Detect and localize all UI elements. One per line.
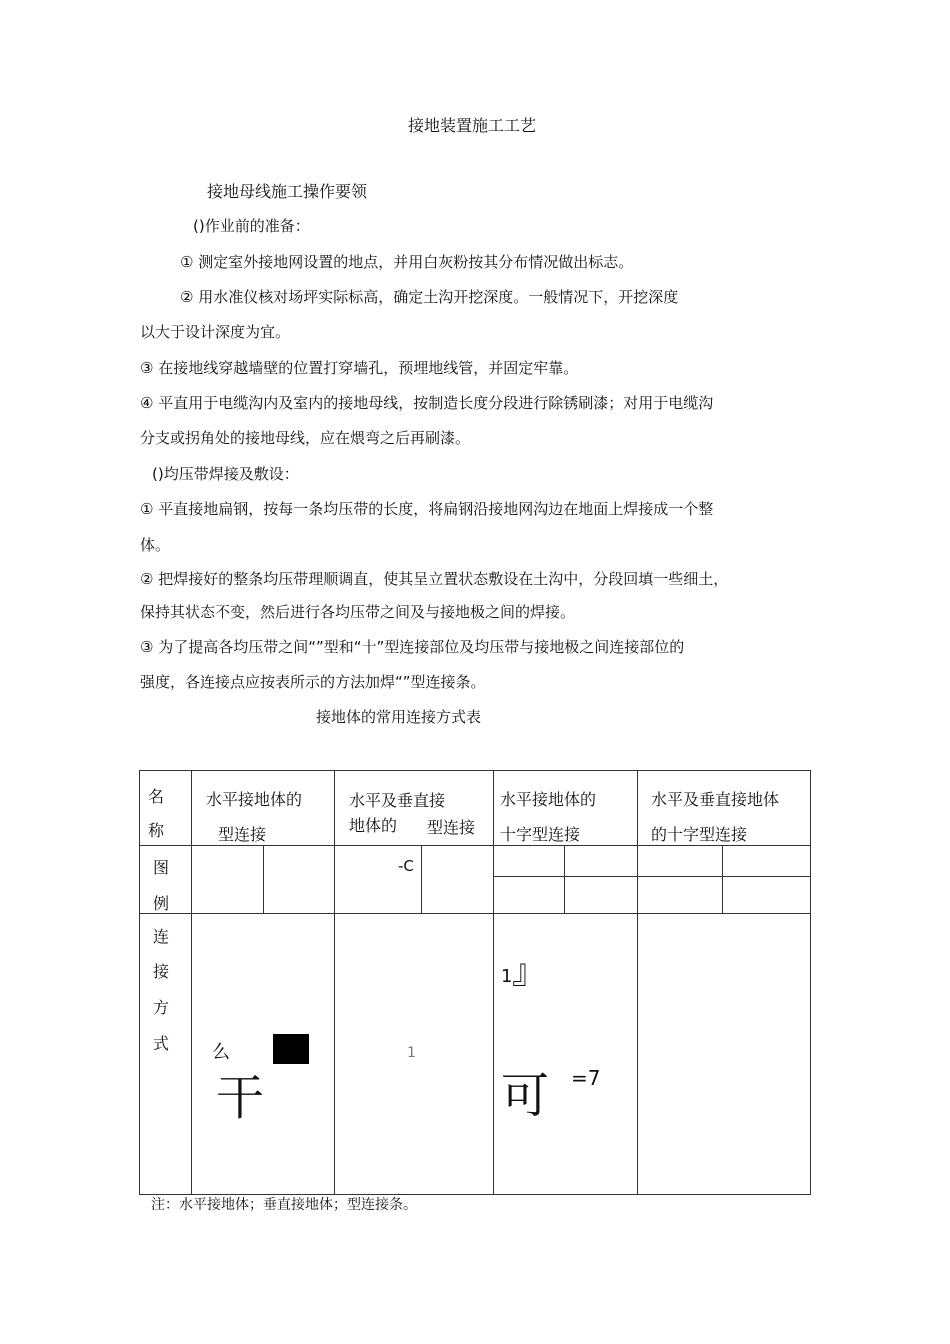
paragraph-weld-1-line1: ① 平直接地扁钢，按每一条均压带的长度，将扁钢沿接地网沟边在地面上焊接成一个整 <box>140 500 714 518</box>
paragraph-step-4-line1: ④ 平直用于电缆沟内及室内的接地母线，按制造长度分段进行除锈刷漆；对用于电缆沟 <box>140 394 714 412</box>
table-border-bottom <box>139 1194 811 1195</box>
table-border-right <box>810 770 811 1195</box>
paragraph-step-3: ③ 在接地线穿越墙壁的位置打穿墙孔，预埋地线管，并固定牢靠。 <box>140 359 579 377</box>
paragraph-weld-3-line1: ③ 为了提高各均压带之间“”型和“十”型连接部位及均压带与接地极之间连接部位的 <box>140 638 685 656</box>
table-sub-divider-d <box>722 845 723 913</box>
table-note: 注：水平接地体；垂直接地体；型连接条。 <box>151 1197 417 1213</box>
row-label-conn-2: 接 <box>153 962 170 981</box>
header-col2-line1: 水平及垂直接 <box>349 791 446 810</box>
table-sub-divider-b <box>421 845 422 913</box>
row-label-name-1: 名 <box>148 787 165 806</box>
header-col4-line2: 的十字型连接 <box>651 825 748 844</box>
row-label-conn-4: 式 <box>153 1034 170 1053</box>
row-label-conn-1: 连 <box>153 927 170 946</box>
paragraph-weld-1-line2: 体。 <box>140 536 171 554</box>
header-col2-line2b: 型连接 <box>427 818 476 837</box>
table-row-divider-1 <box>139 845 811 846</box>
conn-col1-black-block <box>273 1034 309 1064</box>
conn-col3-top-number: 1 <box>501 966 513 987</box>
paragraph-weld-3-line2: 强度，各连接点应按表所示的方法加焊“”型连接条。 <box>140 673 486 691</box>
table-caption: 接地体的常用连接方式表 <box>316 708 482 726</box>
header-col4-line1: 水平及垂直接地体 <box>651 790 780 809</box>
paragraph-step-1: ① 测定室外接地网设置的地点，并用白灰粉按其分布情况做出标志。 <box>180 253 634 271</box>
paragraph-prep-heading: ()作业前的准备： <box>193 217 310 235</box>
paragraph-weld-2-line1: ② 把焊接好的整条均压带理顺调直，使其呈立置状态敷设在土沟中，分段回填一些细土， <box>140 570 729 588</box>
conn-col3-equals-mark: =7 <box>571 1066 601 1090</box>
header-col2-line2a: 地体的 <box>349 816 398 835</box>
row-label-conn-3: 方 <box>153 998 170 1017</box>
conn-col3-bracket-glyph: 』 <box>512 952 546 992</box>
table-row-divider-2 <box>139 913 811 914</box>
paragraph-step-4-line2: 分支或拐角处的接地母线，应在煨弯之后再刷漆。 <box>140 429 471 447</box>
table-sub-divider-c <box>564 845 565 913</box>
header-col1-line2: 型连接 <box>218 825 267 844</box>
document-title: 接地装置施工工艺 <box>408 116 537 135</box>
row-label-legend-2: 例 <box>153 894 170 913</box>
header-col1-line1: 水平接地体的 <box>206 790 303 809</box>
header-col3-line1: 水平接地体的 <box>500 790 597 809</box>
table-col-divider-4 <box>637 770 638 1195</box>
table-row-divider-sub <box>493 876 811 877</box>
table-border-top <box>139 770 811 771</box>
table-border-left <box>139 770 140 1195</box>
paragraph-weld-2-line2: 保持其状态不变，然后进行各均压带之间及与接地极之间的焊接。 <box>140 603 576 621</box>
section-title: 接地母线施工操作要领 <box>207 182 368 201</box>
table-col-divider-2 <box>334 770 335 1195</box>
legend-col2-mark: -C <box>398 857 414 875</box>
table-col-divider-1 <box>191 770 192 1195</box>
table-sub-divider-a <box>263 845 264 913</box>
row-label-name-2: 称 <box>148 821 165 840</box>
conn-col3-big-glyph: 可 <box>501 1068 550 1124</box>
row-label-legend-1: 图 <box>153 858 170 877</box>
paragraph-welding-heading: ()均压带焊接及敷设： <box>152 465 299 483</box>
conn-col1-big-glyph: 干 <box>216 1070 265 1126</box>
header-col3-line2: 十字型连接 <box>500 825 581 844</box>
paragraph-step-2-line1: ② 用水准仪核对场坪实际标高，确定土沟开挖深度。一般情况下，开挖深度 <box>180 288 679 306</box>
table-col-divider-3 <box>493 770 494 1195</box>
paragraph-step-2-line2: 以大于设计深度为宜。 <box>140 323 291 341</box>
conn-col2-mark: 1 <box>407 1045 416 1061</box>
conn-col1-small-glyph: 么 <box>212 1042 230 1063</box>
